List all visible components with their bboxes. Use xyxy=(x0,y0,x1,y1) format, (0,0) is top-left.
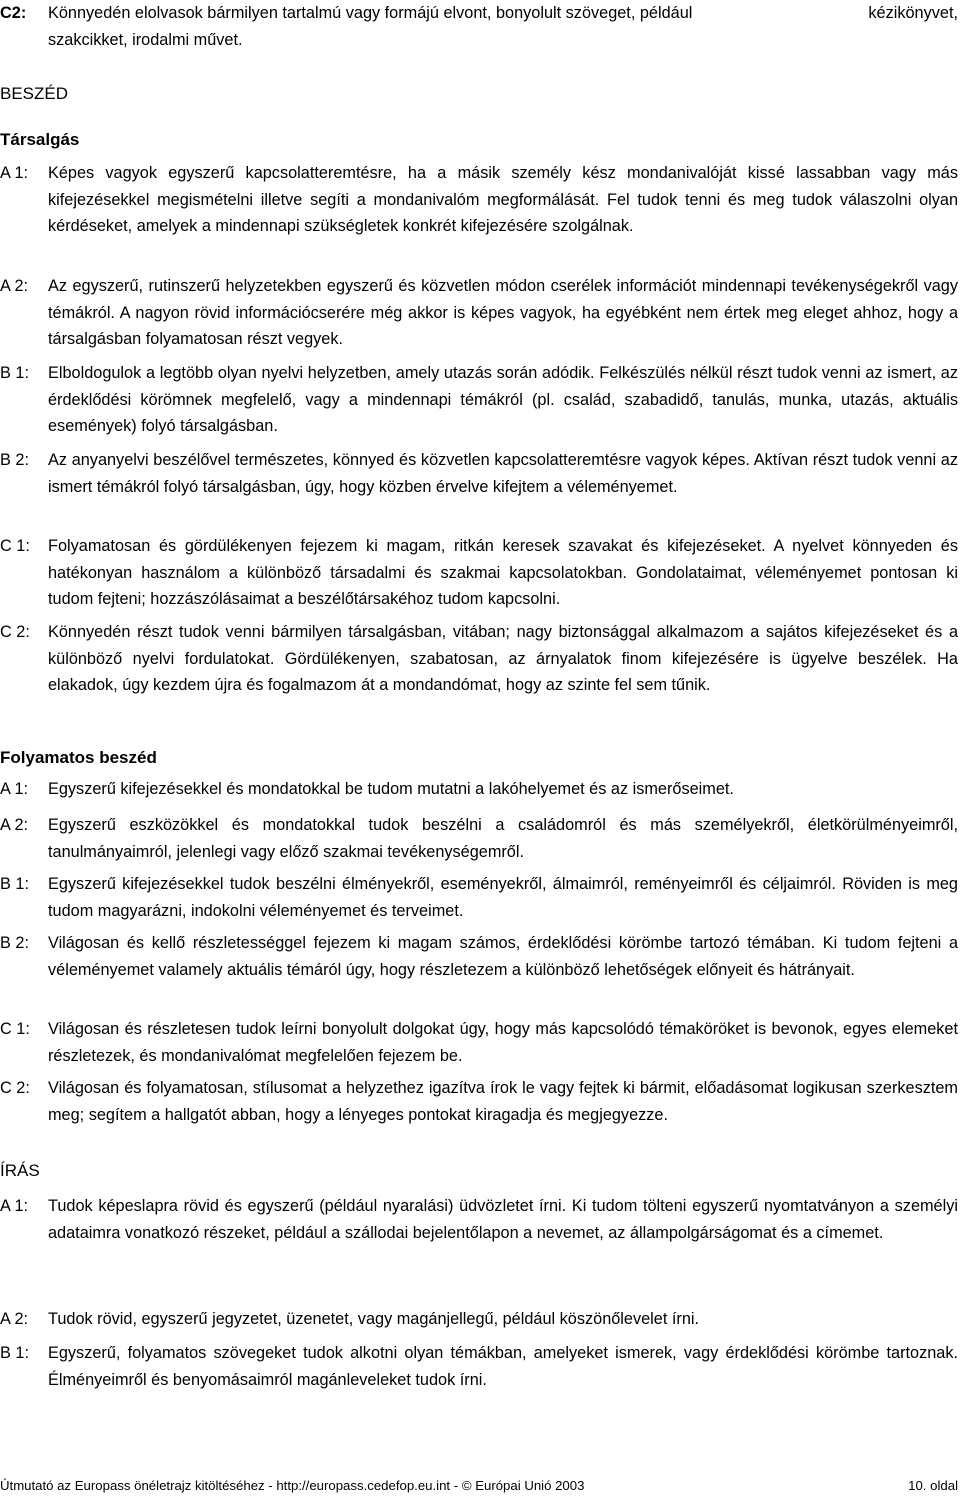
reading-c2-entry xyxy=(0,0,958,53)
footer-text: Útmutató az Europass önéletrajz kitöltéséhez - http://europass.cedefop.eu.int - © Európai Unió 2003 xyxy=(0,1478,585,1493)
entry-label: C 1: xyxy=(0,1020,30,1038)
writing-b1 xyxy=(0,1340,958,1393)
entry-label: C 1: xyxy=(0,537,30,555)
entry-label: B 1: xyxy=(0,364,29,382)
entry-text: Az anyanyelvi beszélővel természetes, könnyed és közvetlen kapcsolatteremtésre vagyok képes. Aktívan részt tudok venni az ismert témákról folyó társalgásban, úgy, hogy közben érvelve kifejtem a véleményemet. xyxy=(48,451,958,496)
entry-text: Elboldogulok a legtöbb olyan nyelvi helyzetben, amely utazás során adódik. Felkészülés nélkül részt tudok venni az ismert, az érdeklődési körömnek megfelelő, vagy a mindennapi témákról (pl. család, szabadidő, tanulás, munka, utazás, aktuális események) folyó társalgásban. xyxy=(48,364,958,436)
entry-label: B 2: xyxy=(0,451,29,469)
entry-text: Tudok képeslapra rövid és egyszerű (például nyaralási) üdvözletet írni. Ki tudom tölteni egyszerű nyomtatványon a személyi adataimra vonatkozó részeket, például a szállodai bejelentőlapon a nevemet, az állampolgárságomat és a címemet. xyxy=(48,1197,958,1242)
subsection-heading-fluent-speech: Folyamatos beszéd xyxy=(0,748,157,767)
fluent-c2 xyxy=(0,1075,958,1128)
section-heading-speech: BESZÉD xyxy=(0,84,69,103)
entry-text: Egyszerű kifejezésekkel és mondatokkal be tudom mutatni a lakóhelyemet és az ismerőseimet. xyxy=(48,780,734,798)
entry-text: Könnyedén részt tudok venni bármilyen társalgásban, vitában; nagy biztonsággal alkalmazom a sajátos kifejezéseket és a különböző nyelvi fordulatokat. Gördülékenyen, szabatosan, az árnyalatok finom kifejezésére is ügyelve beszélek. Ha elakadok, úgy kezdem újra és fogalmazom át a mondandómat, hogy az szinte fel sem tűnik. xyxy=(48,623,958,695)
fluent-b2 xyxy=(0,930,958,983)
conversation-b2 xyxy=(0,447,958,500)
page-number: 10. oldal xyxy=(908,1478,958,1493)
conversation-c2 xyxy=(0,619,958,699)
fluent-b1 xyxy=(0,871,958,924)
entry-label: A 1: xyxy=(0,164,29,182)
entry-label: B 1: xyxy=(0,1344,29,1362)
writing-a2 xyxy=(0,1306,958,1333)
writing-a1 xyxy=(0,1193,958,1246)
conversation-a1 xyxy=(0,160,958,240)
entry-text: Egyszerű kifejezésekkel tudok beszélni élményekről, eseményekről, álmaimról, reményeimről és céljaimról. Röviden is meg tudom magyarázni, indokolni véleményemet és terveimet. xyxy=(48,875,958,920)
conversation-b1 xyxy=(0,360,958,440)
entry-text: Világosan és folyamatosan, stílusomat a helyzethez igazítva írok le vagy fejtek ki bármit, előadásomat logikusan szerkesztem meg; segítem a hallgatót abban, hogy a lényeges pontokat kiragadja és megjegyezze. xyxy=(48,1079,958,1124)
entry-text: Világosan és részletesen tudok leírni bonyolult dolgokat úgy, hogy más kapcsolódó témaköröket is bevonok, egyes elemeket részletezek, és mondanivalómat megfelelően fejezem be. xyxy=(48,1020,958,1065)
conversation-c1 xyxy=(0,533,958,613)
entry-label: C 2: xyxy=(0,1079,30,1097)
entry-label: A 1: xyxy=(0,780,29,798)
section-heading-writing: ÍRÁS xyxy=(0,1161,40,1180)
entry-text-line1-end: kézikönyvet, xyxy=(868,4,958,22)
subsection-heading-conversation: Társalgás xyxy=(0,130,80,149)
entry-text-line2: szakcikket, irodalmi művet. xyxy=(48,30,243,49)
entry-label: A 2: xyxy=(0,816,29,834)
fluent-a1 xyxy=(0,776,958,803)
entry-label: C 2: xyxy=(0,623,30,641)
fluent-c1 xyxy=(0,1016,958,1069)
entry-label: C2: xyxy=(0,4,27,22)
entry-text: Tudok rövid, egyszerű jegyzetet, üzenetet, vagy magánjellegű, például köszönőlevelet írni. xyxy=(48,1310,700,1328)
entry-text: Egyszerű eszközökkel és mondatokkal tudok beszélni a családomról és más személyekről, életkörülményeimről, tanulmányaimról, jelenlegi vagy előző szakmai tevékenységemről. xyxy=(48,816,958,861)
fluent-a2 xyxy=(0,812,958,865)
entry-label: A 2: xyxy=(0,1310,29,1328)
entry-text: Képes vagyok egyszerű kapcsolatteremtésre, ha a másik személy kész mondanivalóját kissé lassabban vagy más kifejezésekkel megismételni illetve segíti a mondanivalóm megformálását. Fel tudok tenni és meg tudok válaszolni olyan kérdéseket, amelyek a mindennapi szükségletek konkrét kifejezésére szolgálnak. xyxy=(48,164,958,236)
entry-label: B 1: xyxy=(0,875,29,893)
entry-label: A 2: xyxy=(0,277,29,295)
entry-text xyxy=(48,0,958,53)
page-footer xyxy=(0,1476,958,1496)
entry-text: Világosan és kellő részletességgel fejezem ki magam számos, érdeklődési körömbe tartozó témában. Ki tudom fejteni a véleményemet valamely aktuális témáról úgy, hogy részletezem a különböző lehetőségek előnyeit és hátrányait. xyxy=(48,934,958,979)
entry-text: Folyamatosan és gördülékenyen fejezem ki magam, ritkán keresek szavakat és kifejezéseket. A nyelvet könnyeden és hatékonyan használom a különböző társadalmi és szakmai kapcsolatokban. Gondolataimat, véleményemet pontosan ki tudom fejteni; hozzászólásaimat a beszélőtársakéhoz tudom kapcsolni. xyxy=(48,537,958,609)
entry-label: B 2: xyxy=(0,934,29,952)
entry-text-line1: Könnyedén elolvasok bármilyen tartalmú vagy formájú elvont, bonyolult szöveget, például xyxy=(48,4,693,22)
entry-text: Az egyszerű, rutinszerű helyzetekben egyszerű és közvetlen módon cserélek információt mindennapi tevékenységekről vagy témákról. A nagyon rövid információcserére még akkor is képes vagyok, ha egyébként nem értek meg eleget ahhoz, hogy a társalgásban folyamatosan részt vegyek. xyxy=(48,277,958,349)
entry-label: A 1: xyxy=(0,1197,29,1215)
entry-text: Egyszerű, folyamatos szövegeket tudok alkotni olyan témákban, amelyeket ismerek, vagy érdeklődési körömbe tartoznak. Élményeimről és benyomásaimról magánleveleket tudok írni. xyxy=(48,1344,958,1389)
conversation-a2 xyxy=(0,273,958,353)
